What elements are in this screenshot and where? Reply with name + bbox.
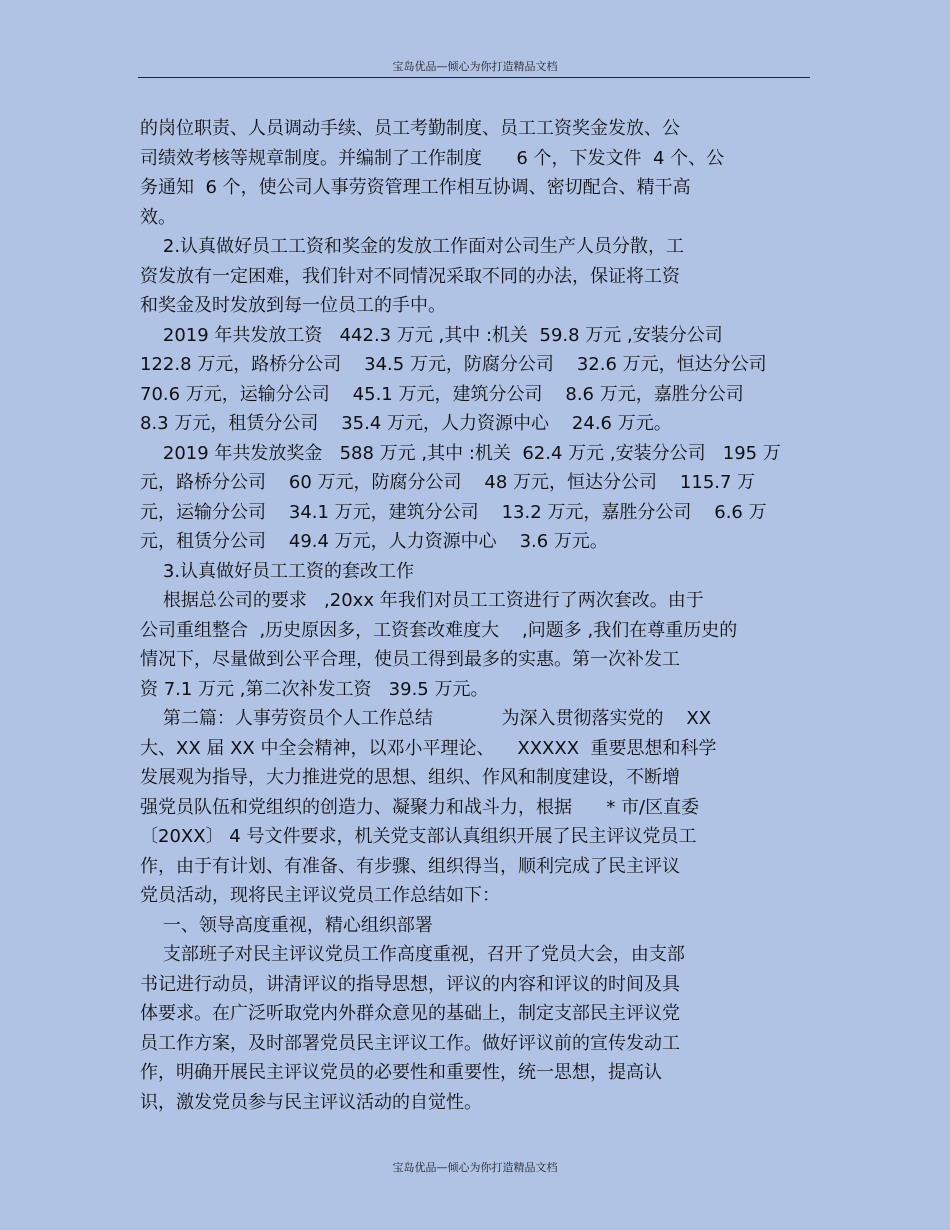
text-line: 公司重组整合 ,历史原因多，工资套改难度大 ,问题多 ,我们在尊重历史的 (140, 619, 738, 641)
text-line: 2019 年共发放工资 442.3 万元 ,其中 :机关 59.8 万元 ,安装分公司 (140, 324, 723, 346)
text-line: 一、领导高度重视，精心组织部署 (140, 914, 433, 936)
text-line: 122.8 万元，路桥分公司 34.5 万元，防腐分公司 32.6 万元，恒达分公司 (140, 354, 767, 375)
text-line: 体要求。在广泛听取党内外群众意见的基础上，制定支部民主评议党 (140, 1003, 680, 1024)
text-line: 务通知 6 个，使公司人事劳资管理工作相互协调、密切配合、精干高 (140, 177, 691, 198)
text-line: 2.认真做好员工工资和奖金的发放工作面对公司生产人员分散，工 (140, 236, 685, 257)
header-divider (138, 77, 810, 78)
text-line: 强党员队伍和党组织的创造力、凝聚力和战斗力，根据 * 市/区直委 (140, 796, 700, 818)
text-line: 70.6 万元，运输分公司 45.1 万元，建筑分公司 8.6 万元，嘉胜分公司 (140, 383, 744, 405)
text-line: 资发放有一定困难，我们针对不同情况采取不同的办法，保证将工资 (140, 265, 680, 287)
text-line: 的岗位职责、人员调动手续、员工考勤制度、员工工资奖金发放、公 (140, 118, 680, 139)
text-line: 3.认真做好员工工资的套改工作 (140, 560, 415, 582)
text-line: 党员活动，现将民主评议党员工作总结如下： (140, 885, 500, 906)
text-line: 支部班子对民主评议党员工作高度重视，召开了党员大会，由支部 (140, 944, 685, 965)
text-line: 效。 (140, 206, 176, 228)
text-line: 识，激发党员参与民主评议活动的自觉性。 (140, 1091, 482, 1113)
text-line: 资 7.1 万元 ,第二次补发工资 39.5 万元。 (140, 678, 489, 700)
text-line: 作，明确开展民主评议党员的必要性和重要性，统一思想，提高认 (140, 1062, 662, 1083)
text-line: 司绩效考核等规章制度。并编制了工作制度 6 个，下发文件 4 个、公 (140, 147, 725, 169)
text-line: 元，租赁分公司 49.4 万元，人力资源中心 3.6 万元。 (140, 531, 608, 552)
document-body (140, 114, 820, 1117)
text-line: 8.3 万元，租赁分公司 35.4 万元，人力资源中心 24.6 万元。 (140, 413, 672, 434)
text-line: 元，路桥分公司 60 万元，防腐分公司 48 万元，恒达分公司 115.7 万 (140, 472, 756, 493)
text-line: 大、XX 届 XX 中全会精神，以邓小平理论、 XXXXX 重要思想和科学 (140, 737, 717, 759)
text-line: 第二篇：人事劳资员个人工作总结 为深入贯彻落实党的 XX (140, 708, 712, 729)
text-line: 〔20XX〕 4 号文件要求，机关党支部认真组织开展了民主评议党员工 (140, 826, 697, 847)
text-line: 2019 年共发放奖金 588 万元 ,其中 :机关 62.4 万元 ,安装分公司 195 万 (140, 442, 781, 464)
text-line: 元，运输分公司 34.1 万元，建筑分公司 13.2 万元，嘉胜分公司 6.6 万 (140, 501, 767, 523)
text-line: 书记进行动员，讲清评议的指导思想，评议的内容和评议的时间及具 (140, 973, 680, 995)
page-header: 宝岛优品—倾心为你打造精品文档 (392, 60, 558, 73)
text-line: 作，由于有计划、有准备、有步骤、组织得当，顺利完成了民主评议 (140, 855, 680, 877)
page-footer: 宝岛优品—倾心为你打造精品文档 (392, 1161, 558, 1174)
text-line: 根据总公司的要求 ,20xx 年我们对员工工资进行了两次套改。由于 (140, 590, 704, 611)
text-line: 员工作方案，及时部署党员民主评议工作。做好评议前的宣传发动工 (140, 1032, 680, 1054)
text-line: 发展观为指导，大力推进党的思想、组织、作风和制度建设，不断增 (140, 767, 680, 788)
text-line: 和奖金及时发放到每一位员工的手中。 (140, 295, 446, 316)
text-line: 情况下，尽量做到公平合理，使员工得到最多的实惠。第一次补发工 (140, 649, 680, 670)
